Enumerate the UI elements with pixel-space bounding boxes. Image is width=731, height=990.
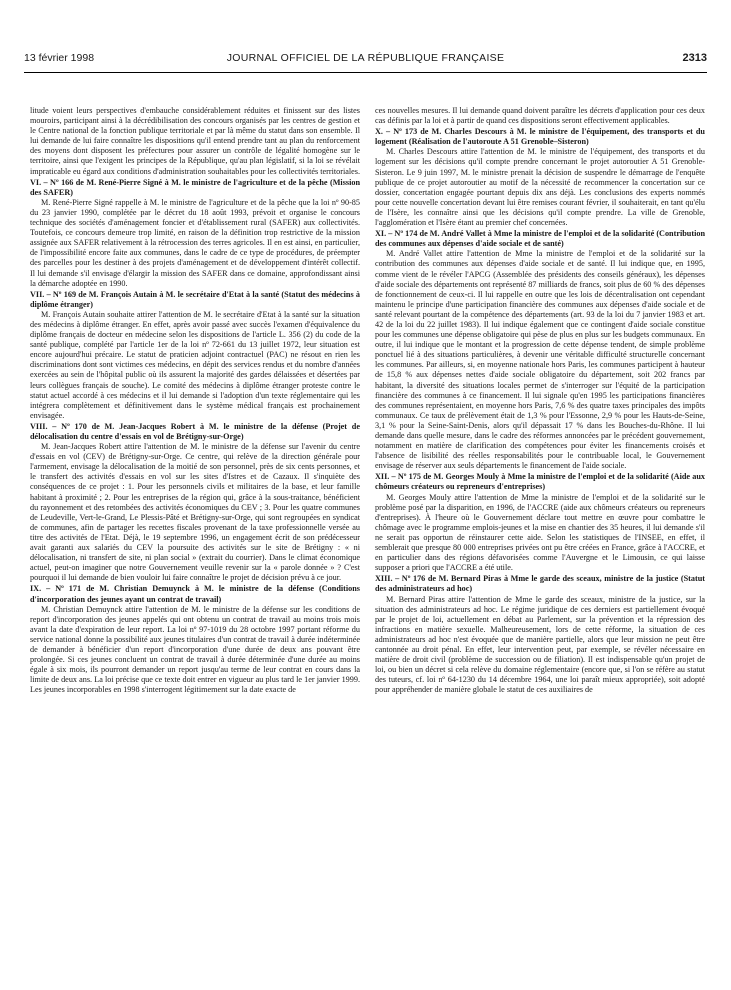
body-paragraph: ces nouvelles mesures. Il lui demande quand doivent paraître les décrets d'application pour ces deux cas définis par la loi et à partir de quand ces dispositions seront effectivement applicables. xyxy=(375,106,705,126)
right-column xyxy=(375,106,705,986)
header-date: 13 février 1998 xyxy=(24,52,95,64)
body-paragraph: M. Georges Mouly attire l'attention de Mme la ministre de l'emploi et de la solidarité sur le problème posé par la disparition, en 1996, de l'ACCRE (aide aux chômeurs créateurs ou repreneurs d'entreprises). À l'heure où le Gouvernement déclare tout mettre en œuvre pour combattre le chômage avec le programme emplois-jeunes et la mise en chantier des 35 heures, il lui demande s'il ne serait pas opportun de réinstaurer cette aide. Selon les statistiques de l'INSEE, en effet, il semblerait que presque 80 000 entreprises privées ont pu être créées en France, grâce à l'ACCRE, et en particulier dans des régions défavorisées comme l'Auvergne et le Limousin, ce qui laisse supposer a priori que l'ACCRE a été utile. xyxy=(375,492,705,573)
body-paragraph: M. François Autain souhaite attirer l'attention de M. le secrétaire d'Etat à la santé sur la situation des médecins à diplôme étranger. En effet, après avoir passé avec succès l'examen d'équivalence du diplôme français de docteur en médecine selon les dispositions de l'article L. 356 (2) du code de la santé publique, complété par l'article 1er de la loi nº 72-661 du 13 juillet 1972, leur situation est encore aujourd'hui précaire. Le statut de praticien adjoint contractuel (PAC) ne résout en rien les discriminations dont sont victimes ces médecins, en dépit des services rendus et du nombre d'années exercées au sein de l'hôpital public où ils assurent la majorité des gardes délaissées et désertées par leurs collègues français de souche). Le comité des médecins à diplôme étranger proteste contre le statut actuel accordé à ces médecins et il lui demande si l'adoption d'un texte réglementaire qui les intégrera complètement et définitivement dans le système médical français est prochainement envisagée. xyxy=(30,309,360,420)
page-header xyxy=(24,52,707,68)
body-paragraph: litude voient leurs perspectives d'embauche considérablement réduites et finissent sur des listes mouroirs, participant ainsi à la décrédibilisation des concours organisés par les centres de gestion et le Centre national de la fonction publique territoriale et par là même du statut dans son ensemble. Il lui demande de lui faire connaître les dispositions qu'il entend prendre tant au plan du renforcement des moyens dont disposent les préfectures pour assurer un contrôle de légalité homogène sur le territoire, ainsi que l'exigent les principes de la République, qu'au plan législatif, si la loi se révélait impraticable eu égard aux conditions d'administration souhaitables pour les collectivités territoriales. xyxy=(30,106,360,176)
body-paragraph: M. André Vallet attire l'attention de Mme la ministre de l'emploi et de la solidarité sur la contribution des communes aux dépenses d'aide sociale et de santé. Il lui indique que, en 1995, comme vient de le révéler l'APCG (Assemblée des présidents des conseils généraux), les dépenses d'aide sociale des départements ont représenté 87 milliards de francs, soit plus de 60 % des dépenses de fonctionnement de ceux-ci. Il lui rappelle en outre que les lois de décentralisation ont cependant maintenu le principe d'une participation financière des communes aux dépenses d'aide sociale et de santé relevant pourtant de la compétence des départements (art. 93 de la loi du 7 janvier 1983 et art. 42 de la loi du 22 juillet 1983). Il lui indique également que ce contingent d'aide sociale constitue pour les communes une dépense obligatoire qui pèse de plus en plus sur les budgets communaux. En outre, il lui indique que le montant et la progression de cette dépense tendent, de simple problème ponctuel lié à des situations particulières, à devenir une véritable difficulté structurelle concernant les communes. Par ailleurs, si, en moyenne nationale hors Paris, les communes participent à hauteur de 15,8 % aux dépenses nettes d'aide sociale obligatoire du département, soit 202 francs par habitant, la diversité des situations locales permet de s'interroger sur l'équité de la participation financière des communes à ce financement. Il lui signale qu'en 1995 les participations financières des communes représentaient, en moyenne hors Paris, 7,6 % des quatre taxes principales des impôts communaux. Ce taux de prélèvement était de 1,3 % pour l'Essonne, 2,9 % pour les Hauts-de-Seine, 3,1 % pour la Seine-Saint-Denis, alors qu'il dépassait 17 % dans les Bouches-du-Rhône. Il lui demande dans quelle mesure, dans le cadre des réformes annoncées par le précédent gouvernement, notamment en matière de clarification des compétences pour éviter les financements croisés et l'absence de lisibilité des réelles responsabilités pour le contribuable local, le Gouvernement envisage de réserver aux seuls départements le financement de l'aide sociale. xyxy=(375,249,705,471)
body-paragraph: M. Bernard Piras attire l'attention de Mme le garde des sceaux, ministre de la justice, sur la situation des administrateurs ad hoc. Le régime juridique de ces derniers est partiellement évoqué par le projet de loi, actuellement en débat au Parlement, sur la prévention et la répression des infractions en matière sexuelle. Malheureusement, lors de cette réforme, la situation de ces administrateurs ad hoc n'est évoquée que de manière partielle, alors que leur mission ne peut être cantonnée au droit pénal. En effet, leur intervention peut, par exemple, se révéler nécessaire en matière de droit civil (problème de succession ou de filiation). Il est indispensable qu'un projet de loi, ou bien un décret si cela relève du domaine réglementaire (encore que, si l'on se réfère au statut des tuteurs, cf. loi nº 64-1230 du 14 décembre 1964, une loi paraît mieux appropriée), soit adopté pour appréhender de manière globale le statut de ces auxiliaires de xyxy=(375,594,705,695)
question-heading xyxy=(375,127,705,147)
question-heading xyxy=(30,178,360,198)
question-heading xyxy=(375,574,705,594)
journal-title: JOURNAL OFFICIEL DE LA RÉPUBLIQUE FRANÇAISE xyxy=(226,52,505,64)
question-title: VIII. – Nº 170 de M. Jean-Jacques Robert à M. le ministre de la défense (Projet de délocalisation du centre d'essais en vol de Brétigny-sur-Orge) xyxy=(30,421,360,441)
question-heading xyxy=(30,290,360,310)
question-title: XI. – Nº 174 de M. André Vallet à Mme la ministre de l'emploi et de la solidarité (Contribution des communes aux dépenses d'aide sociale et de santé) xyxy=(375,229,705,249)
body-paragraph: M. Charles Descours attire l'attention de M. le ministre de l'équipement, des transports et du logement sur les décisions qu'il compte prendre concernant le projet autoroutier A 51 Grenoble-Sisteron. Le 9 juin 1997, M. le ministre prenait la décision de suspendre le démarrage de l'enquête publique de ce projet autoroutier au motif de la nécessité de recommencer la concertation sur ce dossier, concertation engagée pourtant depuis dix ans déjà. Les conclusions des experts nommés pour cette nouvelle concertation devant lui être remises courant février, il souhaiterait, en tant qu'élu de l'Isère, les connaître ainsi que les décisions qu'il compte prendre. La ville de Grenoble, l'agglomération et l'Isère étant au premier chef concernées. xyxy=(375,147,705,228)
left-column xyxy=(30,106,360,986)
header-rule xyxy=(24,72,707,73)
page-number: 2313 xyxy=(682,52,707,64)
question-title: IX. – Nº 171 de M. Christian Demuynck à M. le ministre de la défense (Conditions d'incorporation des jeunes ayant un contrat de travail) xyxy=(30,584,360,604)
question-heading xyxy=(375,472,705,492)
question-title: XIII. – Nº 176 de M. Bernard Piras à Mme le garde des sceaux, ministre de la justice (Statut des administrateurs ad hoc) xyxy=(375,574,705,594)
body-paragraph: M. Christian Demuynck attire l'attention de M. le ministre de la défense sur les conditions de report d'incorporation des jeunes appelés qui ont obtenu un contrat de travail au moins trois mois avant la date d'expiration de leur report. La loi nº 97-1019 du 28 octobre 1997 portant réforme du service national donne la possibilité aux jeunes titulaires d'un contrat de travail à durée indéterminée de demander à bénéficier d'un report d'incorporation d'une durée de deux ans pouvant être prolongée. Si ces jeunes concluent un contrat de travail à durée déterminée d'une durée au moins égale à six mois, ils pourront demander un report jusqu'au terme de leur contrat en cours dans la limite de deux ans. La loi précise que ce texte doit entrer en vigueur au plus tard le 1er janvier 1999. Les jeunes incorporables en 1998 s'interrogent légitimement sur la date exacte de xyxy=(30,604,360,695)
question-title: XII. – Nº 175 de M. Georges Mouly à Mme la ministre de l'emploi et de la solidarité (Aide aux chômeurs créateurs ou repreneurs d'entreprises) xyxy=(375,472,705,492)
body-paragraph: M. René-Pierre Signé rappelle à M. le ministre de l'agriculture et de la pêche que la loi nº 90-85 du 23 janvier 1990, complétée par le décret du 18 août 1993, prévoit et organise le concours technique des sociétés d'aménagement foncier et d'établissement rural (SAFER) aux collectivités. Toutefois, ce concours demeure trop limité, en raison de la définition trop restrictive de la mission assignée aux SAFER relativement à la rétrocession des terres agricoles. Il en est ainsi, en particulier, de l'impossibilité encore faite aux communes, dans le cadre de ce type de procédures, de préempter des parcelles pour les destiner à des projets d'aménagement et de développement d'intérêt collectif. Il lui demande s'il envisage d'élargir la mission des SAFER dans ce domaine, approfondissant ainsi la démarche adoptée en 1990. xyxy=(30,197,360,288)
question-heading xyxy=(30,584,360,604)
question-title: X. – Nº 173 de M. Charles Descours à M. le ministre de l'équipement, des transports et du logement (Réalisation de l'autoroute A 51 Grenoble–Sisteron) xyxy=(375,127,705,147)
question-heading xyxy=(30,422,360,442)
question-title: VII. – Nº 169 de M. François Autain à M. le secrétaire d'Etat à la santé (Statut des médecins à diplôme étranger) xyxy=(30,289,360,309)
question-heading xyxy=(375,229,705,249)
question-title: VI. – Nº 166 de M. René-Pierre Signé à M. le ministre de l'agriculture et de la pêche (Mission des SAFER) xyxy=(30,177,360,197)
body-paragraph: M. Jean-Jacques Robert attire l'attention de M. le ministre de la défense sur l'avenir du centre d'essais en vol (CEV) de Brétigny-sur-Orge. Ce centre, qui relève de la direction générale pour l'armement, envisage la délocalisation de la moitié de son personnel, près de six cents personnes, et le transfert des activités d'essais en vol sur les sites d'Istres et de Cazaux. Il s'inquiète des conséquences de ce projet : 1. Pour les personnels civils et militaires de la base, et leur famille habitant à proximité ; 2. Pour les entreprises de la région qui, grâce à la sous-traitance, bénéficient du rayonnement et des retombées des activités économiques du CEV ; 3. Pour les quatre communes de Leudeville, Vert-le-Grand, Le Plessis-Pâté et Brétigny-sur-Orge, qui sont regroupées en syndicat de communes, afin de partager les recettes fiscales provenant de la taxe professionnelle versée au titre des activités de l'Etat. Déjà, le 19 septembre 1996, un engagement écrit de son prédécesseur avait garanti aux salariés du CEV la poursuite des activités sur le site de Brétigny : « ni délocalisation, ni transfert de site, ni plan social » (extrait du courrier). Dans le climat économique actuel, peut-on imaginer que notre Gouvernement veuille revenir sur la « parole donnée » ? C'est pourquoi il lui demande de bien vouloir lui faire connaître le projet de décision prévu à ce jour. xyxy=(30,442,360,583)
